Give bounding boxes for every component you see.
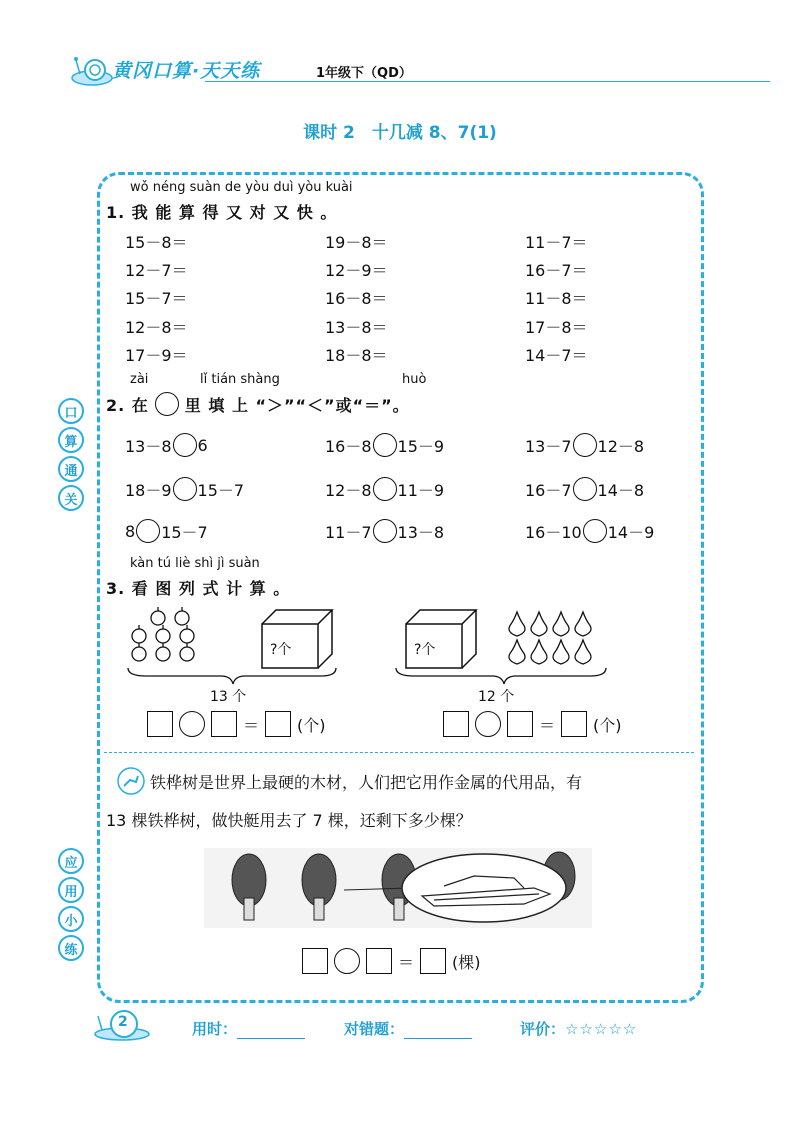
compare-item	[125, 433, 208, 457]
side-badge: 通	[58, 456, 84, 482]
total-right: 12 个	[478, 689, 515, 705]
lesson-title: 课时 2 十几减 8、7(1)	[303, 123, 497, 143]
equation: 17－8＝	[525, 318, 588, 337]
total-left: 13 个	[210, 689, 247, 705]
left-expr: 13－8	[125, 436, 172, 456]
answer-circle[interactable]	[136, 519, 160, 543]
answer-box[interactable]	[265, 711, 291, 737]
right-expr: 14－9	[607, 522, 655, 542]
left-expr: 16－7	[525, 480, 572, 500]
compare-item	[525, 519, 654, 543]
side-badge: 小	[58, 906, 84, 932]
equation: 12－7＝	[125, 261, 188, 280]
answer-box[interactable]	[211, 711, 237, 737]
unit-label: (棵)	[452, 952, 481, 972]
section-divider	[104, 752, 694, 753]
equation: 19－8＝	[325, 233, 388, 252]
answer-circle[interactable]	[573, 477, 597, 501]
q1-pinyin: wǒ néng suàn de yòu duì yòu kuài	[130, 180, 353, 195]
answer-box[interactable]	[561, 711, 587, 737]
answer-box[interactable]	[366, 948, 392, 974]
compare-item	[125, 519, 208, 543]
q2-title-start: 2. 在	[106, 395, 149, 415]
compare-item	[525, 477, 644, 501]
equation: 11－8＝	[525, 289, 588, 308]
rating-label: 评价：	[520, 1020, 566, 1038]
side-badge: 应	[58, 848, 84, 874]
answer-box[interactable]	[443, 711, 469, 737]
side-badges-application	[58, 848, 84, 961]
pear-icon	[509, 612, 591, 664]
answer-box[interactable]	[302, 948, 328, 974]
left-expr: 18－9	[125, 480, 172, 500]
footer-rating	[520, 1018, 637, 1039]
compare-item	[125, 477, 244, 501]
equation: 16－7＝	[525, 261, 588, 280]
equation: 18－8＝	[325, 346, 388, 365]
equation: 16－8＝	[325, 289, 388, 308]
footer-time	[192, 1018, 305, 1039]
answer-box[interactable]	[147, 711, 173, 737]
answer-circle[interactable]	[475, 711, 501, 737]
right-expr: 11－9	[397, 480, 445, 500]
compare-item	[525, 433, 644, 457]
footer-errors	[344, 1018, 472, 1039]
answer-circle[interactable]	[173, 433, 197, 457]
answer-box[interactable]	[420, 948, 446, 974]
answer-circle[interactable]	[179, 711, 205, 737]
apple-icon	[132, 611, 194, 661]
q2-title	[106, 392, 410, 416]
answer-box[interactable]	[507, 711, 533, 737]
side-badge: 算	[58, 427, 84, 453]
application-text-line1: 铁桦树是世界上最硬的木材，人们把它用作金属的代用品，有	[150, 773, 583, 792]
side-badge: 用	[58, 877, 84, 903]
right-expr: 14－8	[597, 480, 645, 500]
q2-pinyin: huò	[402, 372, 427, 387]
rating-stars[interactable]: ☆☆☆☆☆	[565, 1019, 638, 1038]
time-label: 用时：	[192, 1020, 238, 1038]
left-expr: 16－10	[525, 522, 582, 542]
answer-circle[interactable]	[373, 433, 397, 457]
unit-label: (个)	[297, 715, 326, 735]
left-expr: 16－8	[325, 436, 372, 456]
trees-and-speedboat-picture	[204, 848, 592, 928]
grade-label: 1年级下（QD）	[316, 66, 412, 81]
side-badges-mental-math	[58, 398, 84, 511]
compare-item	[325, 519, 444, 543]
snail-logo-icon	[70, 52, 116, 88]
application-answer	[302, 948, 481, 974]
equation: 15－7＝	[125, 289, 188, 308]
errors-label: 对错题：	[344, 1020, 405, 1038]
q3-pinyin: kàn tú liè shì jì suàn	[130, 556, 260, 571]
q3-right-answer	[443, 711, 622, 737]
left-expr: 11－7	[325, 522, 372, 542]
compare-item	[325, 477, 444, 501]
equation: 14－7＝	[525, 346, 588, 365]
equals-sign: ＝	[243, 715, 260, 735]
answer-circle[interactable]	[373, 519, 397, 543]
compare-item	[325, 433, 444, 457]
errors-field[interactable]	[404, 1024, 472, 1039]
circle-icon	[155, 392, 179, 416]
box-label: ?个	[270, 642, 292, 658]
answer-circle[interactable]	[573, 433, 597, 457]
equation: 13－8＝	[325, 318, 388, 337]
q3-left-answer	[147, 711, 326, 737]
q2-title-end: 里 填 上 “＞”“＜”或“＝”。	[184, 395, 410, 415]
equation: 11－7＝	[525, 233, 588, 252]
right-expr: 15－7	[197, 480, 245, 500]
q1-title: 1. 我 能 算 得 又 对 又 快 。	[106, 203, 338, 222]
page-number: 2	[118, 1014, 128, 1030]
answer-circle[interactable]	[583, 519, 607, 543]
answer-circle[interactable]	[373, 477, 397, 501]
equation: 15－8＝	[125, 233, 188, 252]
right-expr: 13－8	[397, 522, 445, 542]
box-label: ?个	[414, 642, 436, 658]
equation: 12－9＝	[325, 261, 388, 280]
side-badge: 关	[58, 485, 84, 511]
equals-sign: ＝	[539, 715, 556, 735]
header-divider	[205, 81, 770, 82]
side-badge: 口	[58, 398, 84, 424]
left-expr: 8	[125, 521, 136, 541]
right-expr: 6	[197, 435, 208, 455]
application-text-line2: 13 棵铁桦树，做快艇用去了 7 棵，还剩下多少棵？	[106, 811, 472, 830]
q2-pinyin: lǐ tián shàng	[200, 372, 280, 387]
apples-picture	[126, 604, 341, 689]
q2-pinyin: zài	[130, 372, 149, 387]
brand-title: 黄冈口算·天天练	[112, 60, 261, 82]
right-expr: 12－8	[597, 436, 645, 456]
q3-title: 3. 看 图 列 式 计 算 。	[106, 579, 291, 598]
pointing-hand-icon	[116, 766, 146, 796]
equation: 12－8＝	[125, 318, 188, 337]
right-expr: 15－9	[397, 436, 445, 456]
answer-circle[interactable]	[334, 948, 360, 974]
answer-circle[interactable]	[173, 477, 197, 501]
equals-sign: ＝	[398, 952, 415, 972]
left-expr: 13－7	[525, 436, 572, 456]
unit-label: (个)	[593, 715, 622, 735]
time-field[interactable]	[237, 1024, 305, 1039]
side-badge: 练	[58, 935, 84, 961]
right-expr: 15－7	[161, 522, 208, 542]
equation: 17－9＝	[125, 346, 188, 365]
left-expr: 12－8	[325, 480, 372, 500]
